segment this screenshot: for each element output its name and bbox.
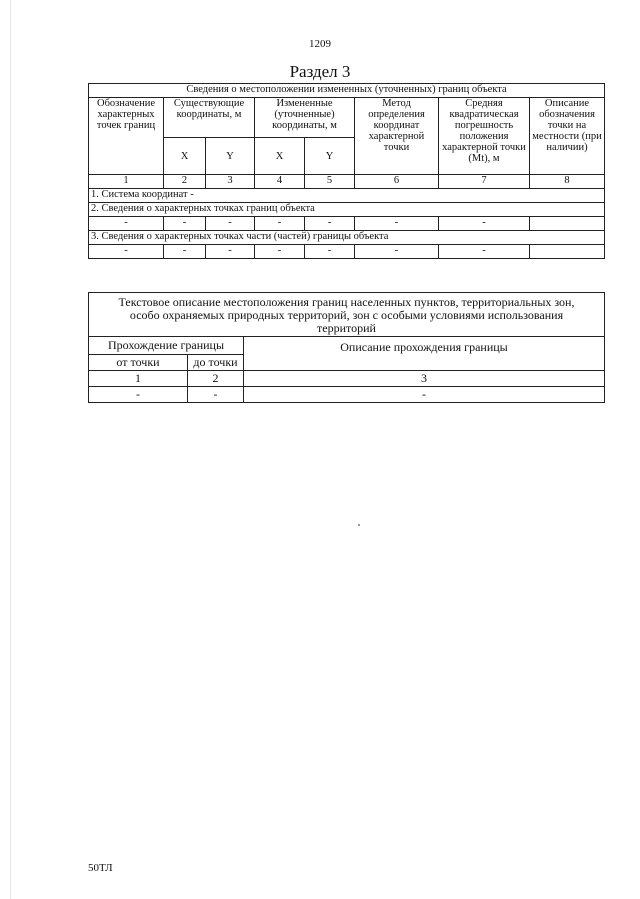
table-cell: -	[206, 217, 255, 231]
col-number: 4	[255, 175, 305, 189]
table-cell: -	[89, 387, 188, 403]
page-number: 1209	[309, 38, 331, 50]
header-y-existing: Y	[206, 138, 255, 175]
col-number: 3	[244, 371, 605, 387]
boundary-points-table	[88, 83, 605, 259]
header-point-designation: Обозначение характерных точек границ	[89, 98, 164, 175]
footer-code: 50ТЛ	[88, 862, 113, 874]
col-number: 6	[355, 175, 439, 189]
scan-speck	[358, 524, 360, 526]
table-cell: -	[206, 245, 255, 259]
table-cell	[530, 217, 605, 231]
table-cell: -	[164, 217, 206, 231]
header-existing-coords: Существующие координаты, м	[164, 98, 255, 138]
table-cell: -	[188, 387, 244, 403]
section-parts-row: 3. Сведения о характерных точках части (частей) границы объекта	[89, 231, 605, 245]
col-number: 3	[206, 175, 255, 189]
header-x-existing: X	[164, 138, 206, 175]
header-method: Метод определения координат характерной точки	[355, 98, 439, 175]
table-cell: -	[439, 217, 530, 231]
table-cell: -	[305, 217, 355, 231]
table-cell: -	[439, 245, 530, 259]
table-cell: -	[255, 245, 305, 259]
table-cell: -	[355, 245, 439, 259]
col-number: 7	[439, 175, 530, 189]
table-caption: Сведения о местоположении измененных (уточненных) границ объекта	[89, 84, 605, 98]
col-number: 8	[530, 175, 605, 189]
col-number: 5	[305, 175, 355, 189]
header-boundary-passage: Прохождение границы	[89, 337, 244, 355]
table-cell: -	[255, 217, 305, 231]
boundary-description-table	[88, 292, 605, 403]
table-caption: Текстовое описание местоположения границ населенных пунктов, территориальных зон, особо охраняемых природных территорий, зон с особыми условиями использования территорий	[89, 293, 605, 337]
header-passage-description: Описание прохождения границы	[244, 337, 605, 371]
col-number: 2	[188, 371, 244, 387]
table-cell: -	[305, 245, 355, 259]
coordinate-system-row: 1. Система координат -	[89, 189, 605, 203]
header-mean-error: Средняя квадратическая погрешность положения характерной точки (Mt), м	[439, 98, 530, 175]
table-cell: -	[164, 245, 206, 259]
header-from-point: от точки	[89, 355, 188, 371]
col-number: 2	[164, 175, 206, 189]
table-cell: -	[89, 217, 164, 231]
table-cell: -	[244, 387, 605, 403]
section-title: Раздел 3	[289, 62, 351, 81]
header-y-changed: Y	[305, 138, 355, 175]
table-cell: -	[89, 245, 164, 259]
header-point-description: Описание обозначения точки на местности (при наличии)	[530, 98, 605, 175]
col-number: 1	[89, 371, 188, 387]
section-points-row: 2. Сведения о характерных точках границ объекта	[89, 203, 605, 217]
header-to-point: до точки	[188, 355, 244, 371]
table-cell	[530, 245, 605, 259]
header-x-changed: X	[255, 138, 305, 175]
header-changed-coords: Измененные (уточненные) координаты, м	[255, 98, 355, 138]
scan-edge-line	[10, 0, 11, 899]
table-cell: -	[355, 217, 439, 231]
col-number: 1	[89, 175, 164, 189]
